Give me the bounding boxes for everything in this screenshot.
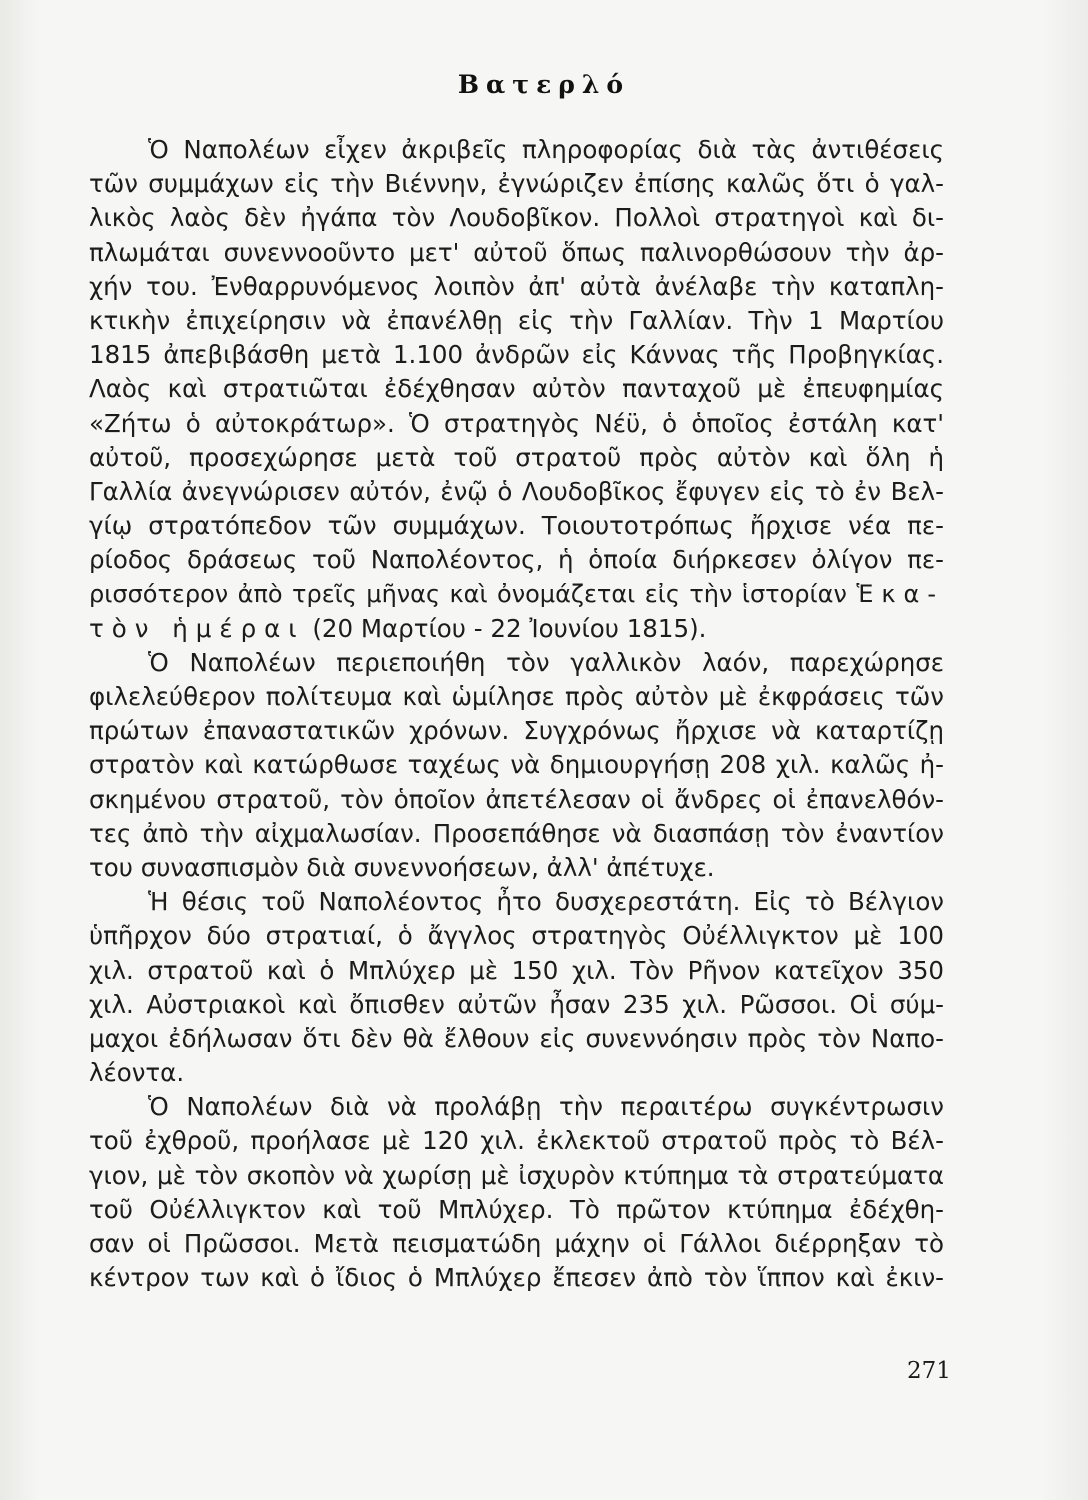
text-line: Ἡ θέσις τοῦ Ναπολέοντος ἦτο δυσχερεστάτη. Εἰς τὸ Βέλγιον bbox=[148, 887, 944, 917]
text-line: Λαὸς καὶ στρατιῶται ἐδέχθησαν αὐτὸν πανταχοῦ μὲ ἐπευφημίας bbox=[89, 374, 944, 404]
text-line: κτικὴν ἐπιχείρησιν νὰ ἐπανέλθῃ εἰς τὴν Γαλλίαν. Τὴν 1 Μαρτίου bbox=[89, 305, 944, 335]
text-line: χιλ. στρατοῦ καὶ ὁ Μπλύχερ μὲ 150 χιλ. Τὸν Ρῆνον κατεῖχον 350 bbox=[89, 955, 944, 985]
text-line: αὐτοῦ, προσεχώρησε μετὰ τοῦ στρατοῦ πρὸς αὐτὸν καὶ ὅλη ἡ bbox=[89, 442, 944, 472]
text-line-with-spaced-word bbox=[89, 577, 944, 611]
text-line: λικὸς λαὸς δὲν ἠγάπα τὸν Λουδοβῖκον. Πολλοὶ στρατηγοὶ καὶ δι- bbox=[89, 203, 944, 233]
text-line-segment: (20 Μαρτίου - 22 Ἰουνίου 1815). bbox=[312, 613, 707, 643]
text-line: στρατὸν καὶ κατώρθωσε ταχέως νὰ δημιουργήσῃ 208 χιλ. καλῶς ἠ- bbox=[89, 750, 944, 780]
text-line: Ὁ Ναπολέων εἶχεν ἀκριβεῖς πληροφορίας διὰ τὰς ἀντιθέσεις bbox=[148, 135, 944, 164]
paragraph bbox=[89, 133, 944, 646]
text-line bbox=[89, 612, 944, 646]
text-line: σκημένου στρατοῦ, τὸν ὁποῖον ἀπετέλεσαν οἱ ἄνδρες οἱ ἐπανελθόν- bbox=[89, 784, 944, 814]
text-line: γιον, μὲ τὸν σκοπὸν νὰ χωρίσῃ μὲ ἰσχυρὸν κτύπημα τὰ στρατεύματα bbox=[89, 1160, 944, 1190]
text-line: πρώτων ἐπαναστατικῶν χρόνων. Συγχρόνως ἤρχισε νὰ καταρτίζῃ bbox=[89, 716, 944, 746]
text-line: σαν οἱ Πρῶσσοι. Μετὰ πεισματώδη μάχην οἱ Γάλλοι διέρρηξαν τὸ bbox=[89, 1229, 944, 1258]
text-line-segment: ρισσότερον ἀπὸ τρεῖς μῆνας καὶ ὀνομάζεται εἰς τὴν ἱστορίαν bbox=[89, 580, 847, 609]
text-line: φιλελεύθερον πολίτευμα καὶ ὡμίλησε πρὸς αὐτὸν μὲ ἐκφράσεις τῶν bbox=[89, 682, 944, 711]
paragraph bbox=[89, 646, 944, 885]
text-line: «Ζήτω ὁ αὐτοκράτωρ». Ὁ στρατηγὸς Νέϋ, ὁ ὁποῖος ἐστάλη κατ' bbox=[89, 408, 944, 438]
text-line: χήν του. Ἐνθαρρυνόμενος λοιπὸν ἀπ' αὐτὰ ἀνέλαβε τὴν καταπλη- bbox=[89, 271, 944, 301]
text-line: μαχοι ἐδήλωσαν ὅτι δὲν θὰ ἔλθουν εἰς συνεννόησιν πρὸς τὸν Ναπο- bbox=[89, 1023, 944, 1053]
text-line: κέντρον των καὶ ὁ ἴδιος ὁ Μπλύχερ ἔπεσεν ἀπὸ τὸν ἵππον καὶ ἐκιν- bbox=[89, 1263, 944, 1293]
page-number: 271 bbox=[907, 1358, 951, 1384]
text-line: ρίοδος δράσεως τοῦ Ναπολέοντος, ἡ ὁποία διήρκεσεν ὀλίγον πε- bbox=[89, 545, 944, 575]
text-line: τοῦ ἐχθροῦ, προήλασε μὲ 120 χιλ. ἐκλεκτοῦ στρατοῦ πρὸς τὸ Βέλ- bbox=[89, 1126, 944, 1156]
text-line: λέοντα. bbox=[89, 1058, 185, 1088]
paragraph bbox=[89, 1090, 944, 1295]
text-line: ὑπῆρχον δύο στρατιαί, ὁ ἄγγλος στρατηγὸς Οὐέλλιγκτον μὲ 100 bbox=[89, 921, 944, 951]
text-line: 1815 ἀπεβιβάσθη μετὰ 1.100 ἀνδρῶν εἰς Κάννας τῆς Προβηγκίας. bbox=[89, 340, 944, 370]
text-line: πλωμάται συνεννοοῦντο μετ' αὐτοῦ ὅπως παλινορθώσουν τὴν ἀρ- bbox=[89, 237, 944, 267]
spaced-emphasis-word: τὸν ἡμέραι bbox=[89, 613, 305, 643]
text-line: τῶν συμμάχων εἰς τὴν Βιέννην, ἐγνώριζεν ἐπίσης καλῶς ὅτι ὁ γαλ- bbox=[89, 169, 944, 199]
text-line: τοῦ Οὐέλλιγκτον καὶ τοῦ Μπλύχερ. Τὸ πρῶτον κτύπημα ἐδέχθη- bbox=[89, 1194, 944, 1224]
body-text bbox=[89, 133, 944, 1295]
spaced-emphasis-word: Ἑκα- bbox=[856, 580, 944, 609]
page-title: Βατερλό bbox=[457, 70, 631, 99]
text-line: Ὁ Ναπολέων διὰ νὰ προλάβῃ τὴν περαιτέρω συγκέντρωσιν bbox=[148, 1092, 944, 1122]
text-line: του συνασπισμὸν διὰ συνεννοήσεων, ἀλλ' ἀπέτυχε. bbox=[89, 852, 715, 882]
text-line: Γαλλία ἀνεγνώρισεν αὐτόν, ἐνῷ ὁ Λουδοβῖκος ἔφυγεν εἰς τὸ ἐν Βελ- bbox=[89, 476, 944, 506]
text-line: γίῳ στρατόπεδον τῶν συμμάχων. Τοιουτοτρόπως ἤρχισε νέα πε- bbox=[89, 511, 944, 541]
text-line: τες ἀπὸ τὴν αἰχμαλωσίαν. Προσεπάθησε νὰ διασπάσῃ τὸν ἐναντίον bbox=[89, 818, 944, 848]
paragraph bbox=[89, 885, 944, 1090]
text-line: Ὁ Ναπολέων περιεποιήθη τὸν γαλλικὸν λαόν, παρεχώρησε bbox=[148, 647, 944, 677]
text-line: χιλ. Αὐστριακοὶ καὶ ὄπισθεν αὐτῶν ἦσαν 235 χιλ. Ρῶσσοι. Οἱ σύμ- bbox=[89, 989, 944, 1019]
